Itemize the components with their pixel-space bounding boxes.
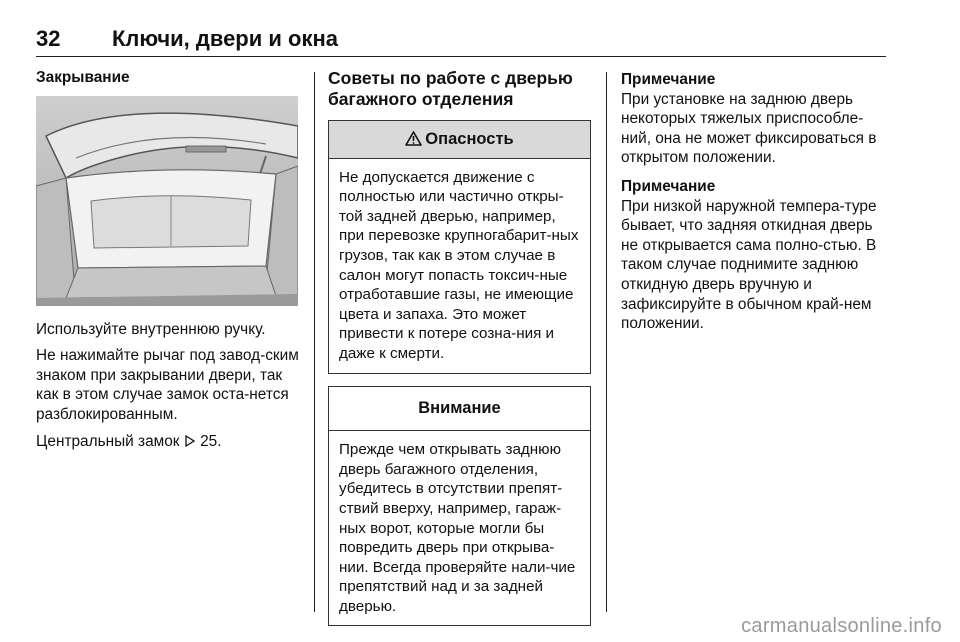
section-heading: Советы по работе с дверью багажного отделения [328, 68, 573, 109]
watermark: carmanualsonline.info [741, 615, 942, 637]
danger-header [329, 121, 590, 159]
danger-box [328, 120, 591, 374]
reference-text: Центральный замок [36, 432, 180, 450]
open-tailgate-illustration [36, 96, 298, 306]
column-divider-2 [606, 72, 607, 612]
warning-triangle-icon [405, 131, 422, 146]
caution-title: Внимание [329, 387, 590, 432]
paragraph-use-handle: Используйте внутреннюю ручку. [36, 320, 266, 338]
central-lock-reference [36, 432, 302, 452]
note-title: Примечание [621, 177, 716, 195]
note-title: Примечание [621, 71, 716, 88]
danger-text: Не допускается движение с полностью или частично откры-той задней дверью, например, при перевозке крупногабарит-ных грузов, так как в этом случае в салон могут попасть токсич-ные отработавшие газы, не имеющие цвета и запаха. Это может привести к потере созна-ния и даже к смерти. [339, 168, 579, 362]
note-heavy-accessories [621, 70, 886, 168]
caution-box [328, 386, 591, 627]
page-reference-arrow-icon [184, 435, 196, 447]
caution-text: Прежде чем открывать заднюю дверь багажного отделения, убедитесь в отсутствии препят-ствий вверху, например, гараж-ных ворот, которые могли бы повредить дверь при открыва-нии. Всегда проверяйте нали-чие препятствий над и за задней дверью. [339, 441, 576, 615]
note-low-temperature [621, 177, 886, 334]
danger-title: Опасность [425, 130, 514, 148]
column-2 [328, 68, 591, 638]
paragraph-do-not-press-lever: Не нажимайте рычаг под завод-ским знаком при закрывании двери, так как в этом случае замок оста-нется разблокированным. [36, 347, 299, 423]
note-text: При низкой наружной темпера-туре бывает, что задняя откидная дверь не открывается сама полно-стью. В таком случае поднимите заднюю откидную дверь вручную и зафиксируйте в обычном край-нем положении. [621, 197, 877, 333]
column-1 [36, 68, 302, 458]
header-rule [36, 56, 886, 57]
column-3 [621, 70, 886, 343]
reference-page: 25. [200, 432, 222, 450]
column-divider-1 [314, 72, 315, 612]
subheading-closing: Закрывание [36, 69, 130, 86]
page-number: 32 [36, 26, 61, 51]
note-text: При установке на заднюю дверь некоторых тяжелых приспособле-ний, она не может фиксироваться в открытом положении. [621, 90, 877, 167]
page-title: Ключи, двери и окна [112, 26, 338, 51]
